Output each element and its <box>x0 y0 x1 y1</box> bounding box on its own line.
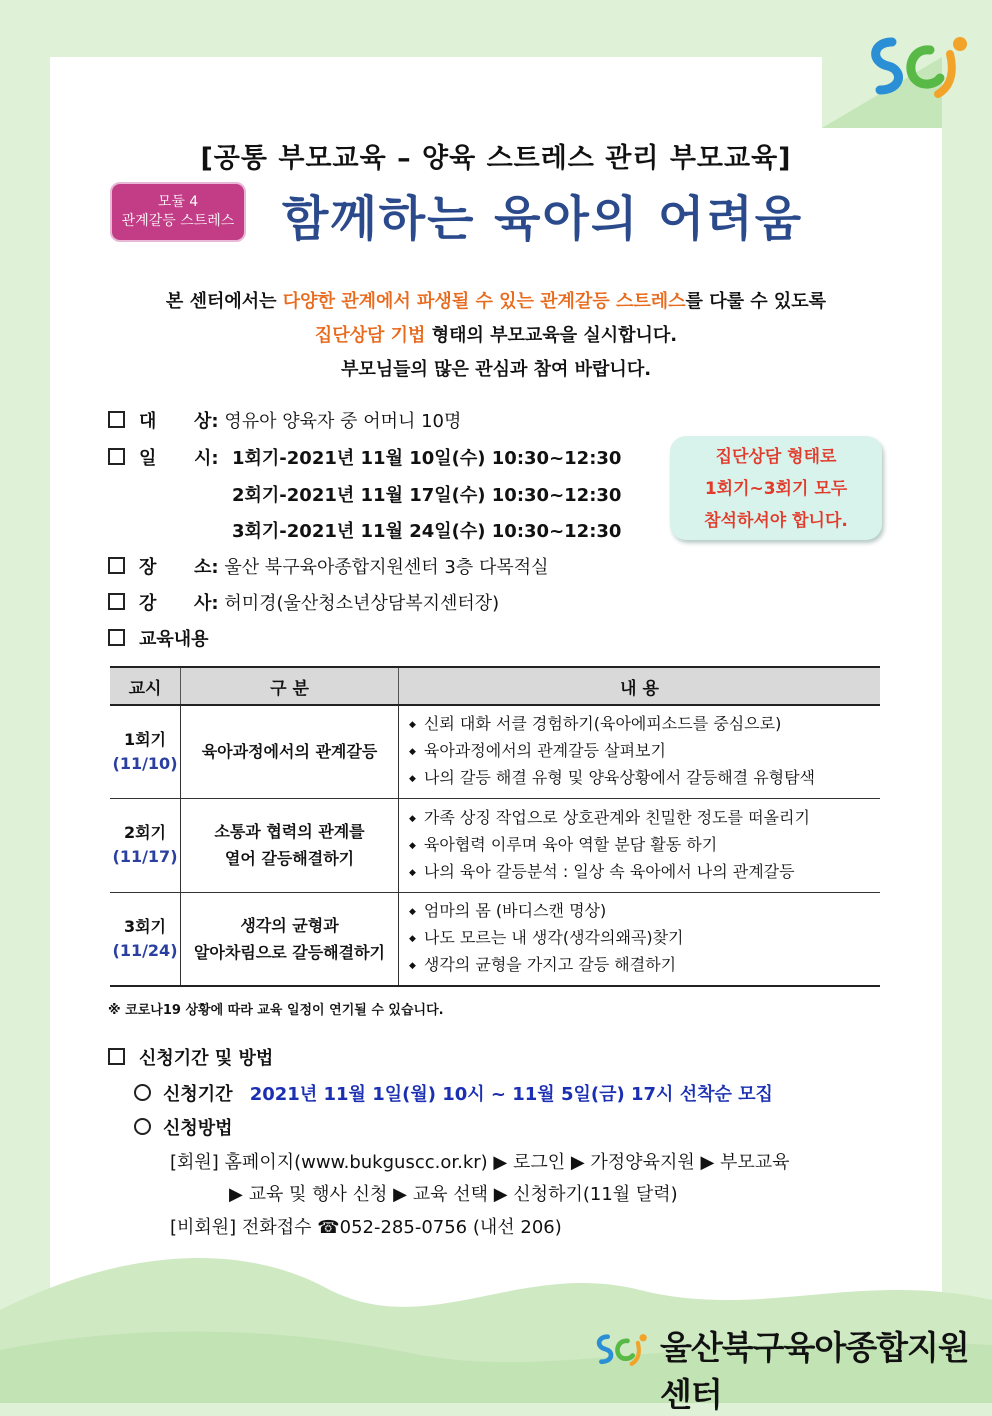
session-label: 2회기 <box>123 823 167 842</box>
table-row <box>110 892 880 986</box>
apply-period-key: 신청기간 <box>163 1084 233 1105</box>
notice-line3: 참석하셔야 합니다. <box>704 511 848 531</box>
info-place-key: 장 소: <box>139 557 219 578</box>
content-item <box>409 805 880 832</box>
table-header-row <box>110 667 880 705</box>
apply-period-value: 2021년 11월 1일(월) 10시 ~ 11월 5일(금) 17시 선착순 모집 <box>249 1084 773 1105</box>
intro-line2-b: 형태의 부모교육을 실시합니다. <box>425 325 678 346</box>
category-cell <box>181 705 399 798</box>
content-cell <box>399 705 881 798</box>
intro-highlight-1: 다양한 관계에서 파생될 수 있는 관계갈등 스트레스 <box>282 291 686 312</box>
content-item <box>409 952 880 979</box>
notice-box <box>670 436 882 540</box>
session-date: (11/17) <box>112 847 178 866</box>
info-content-key: 교육내용 <box>139 629 209 650</box>
covid-note: ※ 코로나19 상황에 따라 교육 일정이 연기될 수 있습니다. <box>108 1003 444 1018</box>
center-name: 울산북구육아종합지원센터 <box>660 1328 969 1414</box>
checkbox-icon <box>108 448 125 465</box>
content-text: 육아협력 이루며 육아 역할 분담 활동 하기 <box>423 834 718 854</box>
bullet-icon: ◆ <box>409 774 416 785</box>
content-item <box>409 859 880 886</box>
info-target-value: 영유아 양육자 중 어머니 10명 <box>224 411 462 432</box>
apply-member-line1: [회원] 홈페이지(www.bukguscc.or.kr) ▶ 로그인 ▶ 가정양육지원 ▶ 부모교육 <box>170 1152 790 1173</box>
category-line2: 알아차림으로 갈등해결하기 <box>193 942 386 962</box>
category-line1: 육아과정에서의 관계갈등 <box>201 742 378 762</box>
content-text: 신뢰 대화 서클 경험하기(육아에피소드를 중심으로) <box>423 714 782 734</box>
curriculum-table <box>110 666 880 987</box>
info-target <box>108 407 461 433</box>
bullet-icon: ◆ <box>409 840 416 851</box>
bullet-icon: ◆ <box>409 961 416 972</box>
apply-nonmember: [비회원] 전화접수 ☎052-285-0756 (내선 206) <box>170 1217 562 1238</box>
column-header-content: 내 용 <box>399 667 881 705</box>
notice-line2: 1회기~3회기 모두 <box>704 479 848 499</box>
bullet-icon: ◆ <box>409 813 416 824</box>
category-line2: 열어 갈등해결하기 <box>224 849 355 868</box>
bullet-icon: ◆ <box>409 907 416 918</box>
content-item <box>409 738 880 765</box>
session-label: 3회기 <box>123 916 167 936</box>
bullet-icon: ◆ <box>409 867 416 878</box>
content-text: 나의 육아 갈등분석 : 일상 속 육아에서 나의 관계갈등 <box>423 861 795 881</box>
session-2-date: 2회기-2021년 11월 17일(수) 10:30~12:30 <box>232 485 622 506</box>
session-1-date: 1회기-2021년 11월 10일(수) 10:30~12:30 <box>232 448 622 469</box>
column-header-category: 구 분 <box>181 667 399 705</box>
apply-method-key: 신청방법 <box>163 1118 233 1139</box>
module-number: 모듈 4 <box>157 194 199 210</box>
content-text: 생각의 균형을 가지고 갈등 해결하기 <box>423 955 677 975</box>
content-item <box>409 832 880 859</box>
session-cell <box>110 798 181 892</box>
intro-line1-a: 본 센터에서는 <box>165 291 283 312</box>
info-target-key: 대 상: <box>139 411 219 432</box>
info-place-value: 울산 북구육아종합지원센터 3층 다목적실 <box>224 557 549 578</box>
content-text: 나의 갈등 해결 유형 및 양육상황에서 갈등해결 유형탐색 <box>423 768 816 788</box>
info-date-key: 일 시: <box>139 448 219 469</box>
footer-logo-icon <box>592 1325 652 1375</box>
info-date <box>108 444 219 470</box>
content-text: 나도 모르는 내 생각(생각의왜곡)찾기 <box>423 928 684 948</box>
apply-section-title <box>108 1044 273 1070</box>
page-title: [공통 부모교육 – 양육 스트레스 관리 부모교육] <box>200 143 792 174</box>
intro-line1-c: 를 다룰 수 있도록 <box>685 291 827 312</box>
column-header-session: 교시 <box>110 667 181 705</box>
category-cell <box>181 798 399 892</box>
circle-bullet-icon <box>134 1084 151 1101</box>
info-lecturer-value: 허미경(울산청소년상담복지센터장) <box>224 593 500 614</box>
apply-member-line2: ▶ 교육 및 행사 신청 ▶ 교육 선택 ▶ 신청하기(11월 달력) <box>229 1184 678 1205</box>
info-lecturer-key: 강 사: <box>139 593 219 614</box>
session-3-date: 3회기-2021년 11월 24일(수) 10:30~12:30 <box>232 521 622 542</box>
session-label: 1회기 <box>123 729 167 749</box>
content-item <box>409 765 880 792</box>
checkbox-icon <box>108 629 125 646</box>
session-date: (11/24) <box>112 940 178 960</box>
category-cell <box>181 892 399 986</box>
headline: 함께하는 육아의 어려움 <box>282 191 804 247</box>
content-text: 엄마의 몸 (바디스캔 명상) <box>423 901 607 921</box>
info-content <box>108 625 209 651</box>
bullet-icon: ◆ <box>409 934 416 945</box>
session-cell <box>110 892 181 986</box>
checkbox-icon <box>108 557 125 574</box>
intro-text <box>60 285 932 387</box>
info-lecturer <box>108 589 499 615</box>
content-item <box>409 925 880 952</box>
session-cell <box>110 705 181 798</box>
checkbox-icon <box>108 411 125 428</box>
content-item <box>409 711 880 738</box>
content-item <box>409 898 880 925</box>
session-date: (11/10) <box>112 753 178 773</box>
table-row <box>110 798 880 892</box>
checkbox-icon <box>108 1048 125 1065</box>
content-text: 가족 상징 작업으로 상호관계와 친밀한 정도를 떠올리기 <box>423 807 810 827</box>
category-line1: 생각의 균형과 <box>240 915 339 935</box>
intro-highlight-2: 집단상담 기법 <box>314 325 426 346</box>
module-badge <box>110 182 246 242</box>
center-logo-icon <box>862 30 977 105</box>
bullet-icon: ◆ <box>409 720 416 731</box>
circle-bullet-icon <box>134 1118 151 1135</box>
table-row <box>110 705 880 798</box>
content-cell <box>399 798 881 892</box>
bullet-icon: ◆ <box>409 747 416 758</box>
notice-line1: 집단상담 형태로 <box>715 447 837 467</box>
apply-period <box>134 1080 773 1106</box>
checkbox-icon <box>108 593 125 610</box>
module-topic: 관계갈등 스트레스 <box>121 213 235 229</box>
content-text: 육아과정에서의 관계갈등 살펴보기 <box>423 741 666 761</box>
info-place <box>108 553 549 579</box>
category-line1: 소통과 협력의 관계를 <box>214 822 365 841</box>
intro-line3: 부모님들의 많은 관심과 참여 바랍니다. <box>340 359 652 380</box>
apply-title-text: 신청기간 및 방법 <box>139 1048 274 1069</box>
apply-method <box>134 1114 233 1140</box>
content-cell <box>399 892 881 986</box>
